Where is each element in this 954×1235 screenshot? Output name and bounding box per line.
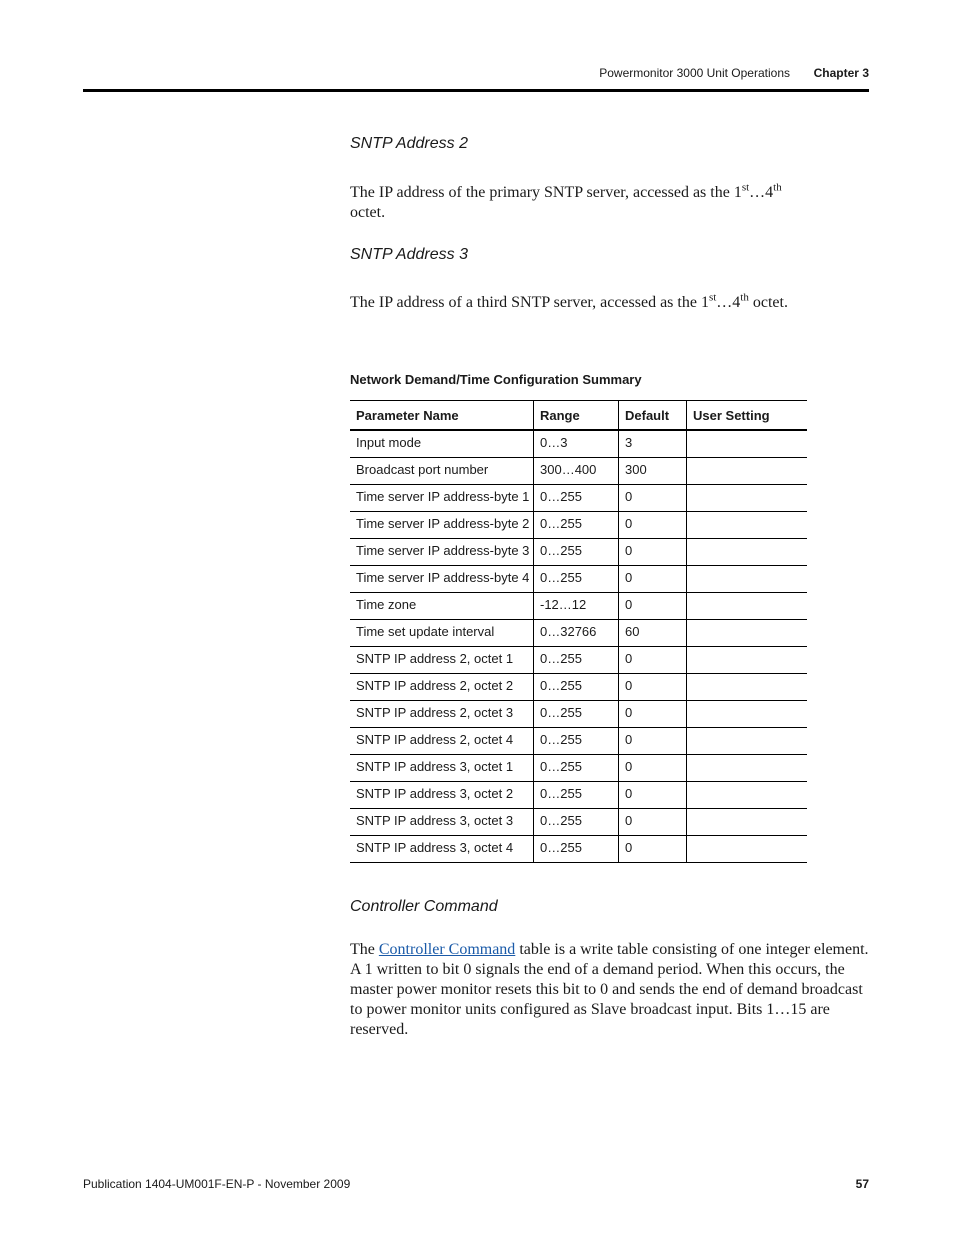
sntp-address-2-paragraph: The IP address of the primary SNTP server, accessed as the 1st…4th octet. xyxy=(350,181,782,221)
table-cell: 0…255 xyxy=(534,565,619,592)
page-number: 57 xyxy=(855,1177,869,1191)
table-row xyxy=(350,511,807,538)
table-cell: 0 xyxy=(619,538,687,565)
table-cell: 0 xyxy=(619,700,687,727)
table-row xyxy=(350,430,807,457)
table-cell: SNTP IP address 3, octet 3 xyxy=(350,808,534,835)
table-cell xyxy=(687,835,808,862)
table-cell: 0 xyxy=(619,754,687,781)
sntp-address-2-heading: SNTP Address 2 xyxy=(350,135,468,152)
table-cell: 0 xyxy=(619,592,687,619)
table-cell: Time server IP address-byte 3 xyxy=(350,538,534,565)
table-cell: 0…32766 xyxy=(534,619,619,646)
table-cell xyxy=(687,700,808,727)
table-row xyxy=(350,646,807,673)
table-cell: 0…255 xyxy=(534,511,619,538)
table-cell: SNTP IP address 2, octet 2 xyxy=(350,673,534,700)
table-row xyxy=(350,808,807,835)
table-cell xyxy=(687,673,808,700)
table-cell: SNTP IP address 2, octet 3 xyxy=(350,700,534,727)
sntp-address-3-heading: SNTP Address 3 xyxy=(350,246,468,263)
table-cell xyxy=(687,565,808,592)
table-cell: Time server IP address-byte 4 xyxy=(350,565,534,592)
table-row xyxy=(350,727,807,754)
table-cell: 0…3 xyxy=(534,430,619,457)
table-cell: 300…400 xyxy=(534,457,619,484)
table-cell: Time set update interval xyxy=(350,619,534,646)
table-cell: 0 xyxy=(619,781,687,808)
column-header: Range xyxy=(534,401,619,431)
table-cell: 300 xyxy=(619,457,687,484)
table-row xyxy=(350,619,807,646)
table-row xyxy=(350,700,807,727)
table-cell xyxy=(687,754,808,781)
controller-command-link[interactable]: Controller Command xyxy=(378,941,516,958)
footer-publication: Publication 1404-UM001F-EN-P - November 2009 xyxy=(83,1177,351,1191)
table-cell: 0…255 xyxy=(534,781,619,808)
table-row xyxy=(350,457,807,484)
table-row xyxy=(350,565,807,592)
table-cell xyxy=(687,430,808,457)
header-rule xyxy=(83,89,869,92)
column-header: Parameter Name xyxy=(350,401,534,431)
table-cell xyxy=(687,646,808,673)
table-cell: 0 xyxy=(619,484,687,511)
table-cell: SNTP IP address 3, octet 2 xyxy=(350,781,534,808)
table-cell: 0 xyxy=(619,511,687,538)
column-header: User Setting xyxy=(687,401,808,431)
table-cell: 0…255 xyxy=(534,646,619,673)
table-cell: -12…12 xyxy=(534,592,619,619)
table-row xyxy=(350,781,807,808)
table-cell: Input mode xyxy=(350,430,534,457)
table-cell xyxy=(687,457,808,484)
table-cell: SNTP IP address 2, octet 4 xyxy=(350,727,534,754)
running-header-chapter: Chapter 3 xyxy=(813,66,869,80)
table-caption: Network Demand/Time Configuration Summary xyxy=(350,372,642,387)
table-cell xyxy=(687,619,808,646)
table-cell: 0 xyxy=(619,808,687,835)
table-cell: 0 xyxy=(619,673,687,700)
table-cell: 0…255 xyxy=(534,808,619,835)
table-row xyxy=(350,754,807,781)
table-row xyxy=(350,538,807,565)
table-cell xyxy=(687,592,808,619)
table-cell: Time zone xyxy=(350,592,534,619)
table-cell xyxy=(687,511,808,538)
table-cell: 60 xyxy=(619,619,687,646)
table-cell xyxy=(687,781,808,808)
table-cell: Time server IP address-byte 2 xyxy=(350,511,534,538)
table-cell xyxy=(687,484,808,511)
table-cell: Time server IP address-byte 1 xyxy=(350,484,534,511)
running-header-title: Powermonitor 3000 Unit Operations xyxy=(599,66,790,80)
table-cell: 0 xyxy=(619,565,687,592)
table-cell: 0…255 xyxy=(534,484,619,511)
table-cell: Broadcast port number xyxy=(350,457,534,484)
table-cell xyxy=(687,538,808,565)
sntp-address-3-paragraph: The IP address of a third SNTP server, accessed as the 1st…4th octet. xyxy=(350,291,788,311)
controller-command-paragraph: The Controller Command table is a write table consisting of one integer element. A 1 written to bit 0 signals the end of a demand period. When this occurs, the master power monitor resets this bit to 0 and sends the end of demand broadcast to power monitor units configured as Slave broadcast input. Bits 1…15 are reserved. xyxy=(350,941,869,1038)
table-cell: SNTP IP address 2, octet 1 xyxy=(350,646,534,673)
controller-command-heading: Controller Command xyxy=(350,898,498,915)
table-row xyxy=(350,673,807,700)
table-cell: 3 xyxy=(619,430,687,457)
table-cell: 0 xyxy=(619,646,687,673)
network-demand-time-table xyxy=(350,400,807,863)
table-cell xyxy=(687,727,808,754)
table-cell: 0…255 xyxy=(534,700,619,727)
table-row xyxy=(350,835,807,862)
table-cell: SNTP IP address 3, octet 4 xyxy=(350,835,534,862)
table-row xyxy=(350,484,807,511)
column-header: Default xyxy=(619,401,687,431)
table-cell: 0…255 xyxy=(534,754,619,781)
table-cell: 0…255 xyxy=(534,835,619,862)
table-cell: 0 xyxy=(619,835,687,862)
table-row xyxy=(350,592,807,619)
table-cell: 0…255 xyxy=(534,538,619,565)
table-header-row xyxy=(350,401,807,431)
table-cell xyxy=(687,808,808,835)
table-cell: 0…255 xyxy=(534,727,619,754)
table-cell: 0 xyxy=(619,727,687,754)
table-cell: 0…255 xyxy=(534,673,619,700)
table-cell: SNTP IP address 3, octet 1 xyxy=(350,754,534,781)
